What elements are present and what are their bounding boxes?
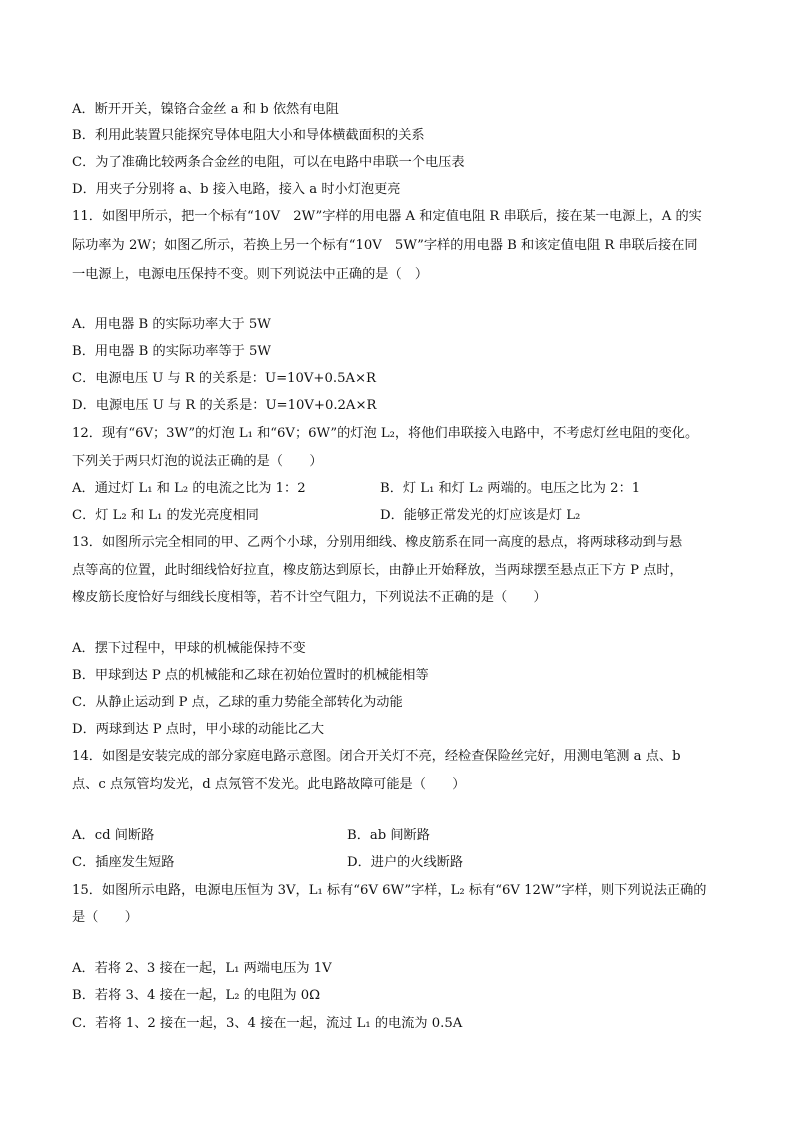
q14-stem-line-2: 点、c 点氖管均发光，d 点氖管不发光。此电路故障可能是（ ）: [72, 777, 466, 792]
q12-option-d: D．能够正常发光的灯应该是灯 L₂: [380, 508, 581, 523]
q12-option-c: C．灯 L₂ 和 L₁ 的发光亮度相同: [72, 508, 259, 523]
q10-option-a: A．断开开关，镍铬合金丝 a 和 b 依然有电阻: [72, 102, 339, 117]
q11-stem-line-1: 11．如图甲所示，把一个标有“10V 2W”字样的用电器 A 和定值电阻 R 串联后，接在某一电源上，A 的实: [72, 209, 702, 224]
q14-option-d: D．进户的火线断路: [347, 855, 464, 870]
q13-option-a: A．摆下过程中，甲球的机械能保持不变: [72, 641, 306, 656]
q13-stem-line-3: 橡皮筋长度恰好与细线长度相等，若不计空气阻力，下列说法不正确的是（ ）: [72, 590, 547, 605]
q15-option-c: C．若将 1、2 接在一起，3、4 接在一起，流过 L₁ 的电流为 0.5A: [72, 1016, 463, 1031]
q15-stem-line-1: 15．如图所示电路，电源电压恒为 3V，L₁ 标有“6V 6W”字样，L₂ 标有“6V 12W”字样，则下列说法正确的: [72, 883, 707, 898]
q13-option-b: B．甲球到达 P 点的机械能和乙球在初始位置时的机械能相等: [72, 668, 429, 683]
q13-option-c: C．从静止运动到 P 点，乙球的重力势能全部转化为动能: [72, 695, 403, 710]
q12-option-b: B．灯 L₁ 和灯 L₂ 两端的。电压之比为 2：1: [380, 481, 641, 496]
q11-option-a: A．用电器 B 的实际功率大于 5W: [72, 317, 271, 332]
q14-option-a: A．cd 间断路: [72, 828, 155, 843]
q11-option-d: D．电源电压 U 与 R 的关系是：U=10V+0.2A×R: [72, 398, 377, 413]
q11-option-b: B．用电器 B 的实际功率等于 5W: [72, 344, 271, 359]
q14-option-c: C．插座发生短路: [72, 855, 175, 870]
q13-stem-line-2: 点等高的位置，此时细线恰好拉直，橡皮筋达到原长，由静止开始释放，当两球摆至悬点正下方 P 点时，: [72, 563, 683, 578]
q12-option-a: A．通过灯 L₁ 和 L₂ 的电流之比为 1：2: [72, 481, 306, 496]
q12-stem-line-2: 下列关于两只灯泡的说法正确的是（ ）: [72, 454, 323, 469]
q14-option-b: B．ab 间断路: [347, 828, 430, 843]
q11-stem-line-3: 一电源上，电源电压保持不变。则下列说法中正确的是（ ）: [72, 267, 429, 282]
q15-option-a: A．若将 2、3 接在一起，L₁ 两端电压为 1V: [72, 961, 332, 976]
q11-stem-line-2: 际功率为 2W；如图乙所示，若换上另一个标有“10V 5W”字样的用电器 B 和该定值电阻 R 串联后接在同: [72, 238, 698, 253]
q10-option-b: B．利用此装置只能探究导体电阻大小和导体横截面积的关系: [72, 128, 425, 143]
q13-stem-line-1: 13．如图所示完全相同的甲、乙两个小球，分别用细线、橡皮筋系在同一高度的悬点，将两球移动到与悬: [72, 535, 683, 550]
q15-stem-line-2: 是（ ）: [72, 910, 138, 925]
q10-option-c: C．为了准确比较两条合金丝的电阻，可以在电路中串联一个电压表: [72, 155, 465, 170]
q15-option-b: B．若将 3、4 接在一起，L₂ 的电阻为 0Ω: [72, 988, 321, 1003]
q14-stem-line-1: 14．如图是安装完成的部分家庭电路示意图。闭合开关灯不亮，经检查保险丝完好，用测电笔测 a 点、b: [72, 749, 681, 764]
q11-option-c: C．电源电压 U 与 R 的关系是：U=10V+0.5A×R: [72, 371, 376, 386]
q10-option-d: D．用夹子分别将 a、b 接入电路，接入 a 时小灯泡更亮: [72, 182, 401, 197]
q12-stem-line-1: 12．现有“6V；3W”的灯泡 L₁ 和“6V；6W”的灯泡 L₂，将他们串联接入电路中，不考虑灯丝电阻的变化。: [72, 426, 699, 441]
q13-option-d: D．两球到达 P 点时，甲小球的动能比乙大: [72, 722, 325, 737]
